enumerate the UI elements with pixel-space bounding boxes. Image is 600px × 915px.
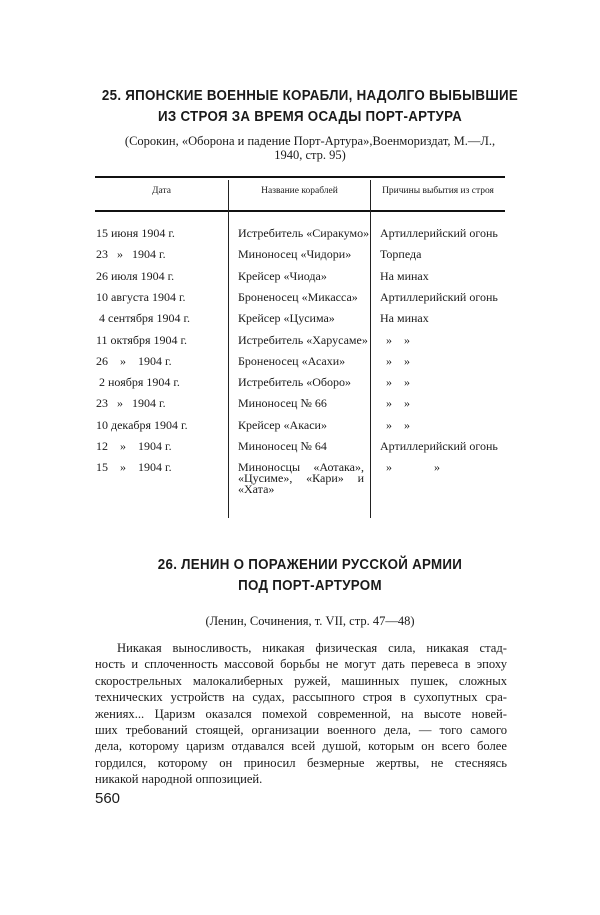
table-header-rule: [95, 210, 505, 212]
paragraph-line: никакой народной оппозицией.: [95, 772, 263, 787]
row-date: 26 июля 1904 г.: [96, 268, 175, 283]
row-ship-name: Броненосец «Асахи»: [238, 353, 346, 368]
row-date: 15 июня 1904 г.: [96, 226, 175, 240]
section-25-title-line2: ИЗ СТРОЯ ЗА ВРЕМЯ ОСАДЫ ПОРТ-АРТУРА: [157, 109, 463, 125]
row-cause: Артиллерийский огонь: [380, 226, 498, 240]
paragraph-line: Никакая выносливость, никакая физическая сила, никакая стад-: [117, 641, 507, 655]
header-cause: Причины выбытия из строя: [382, 186, 494, 196]
paragraph-line: жениях... Царизм оказался помехой современной, на высоте новей-: [95, 706, 507, 721]
paragraph-line: дела, которому царизм отдавался всей душой, которым он всего более: [95, 739, 507, 754]
paragraph-line: ших требований стоящей, организации военного дела, — того самого: [95, 722, 507, 737]
row-date: 23 » 1904 г.: [96, 247, 166, 262]
header-date: Дата: [152, 186, 171, 196]
section-25-citation-line2: 1940, стр. 95): [274, 148, 346, 162]
table-top-rule: [95, 176, 505, 178]
row-date: 23 » 1904 г.: [96, 396, 166, 411]
page-number: 560: [95, 790, 121, 807]
row-ship-name: Миноносец «Чидори»: [238, 247, 352, 262]
row-cause: На минах: [380, 311, 429, 326]
quote-paragraph: [95, 640, 507, 788]
section-26-title-line2: ПОД ПОРТ-АРТУРОМ: [238, 578, 382, 594]
section-26-citation: (Ленин, Сочинения, т. VII, стр. 47—48): [205, 614, 415, 628]
row-cause: » »: [386, 332, 410, 347]
row-ship-name: Истребитель «Оборо»: [238, 375, 352, 390]
section-25-citation-line1: (Сорокин, «Оборона и падение Порт-Артура»,Военмориздат, М.—Л.,: [124, 134, 496, 148]
row-cause: Артиллерийский огонь: [380, 289, 498, 304]
paragraph-line: скорострельных малокалиберных ружей, машинных пушек, сложных: [95, 673, 507, 688]
row-date: 11 октября 1904 г.: [96, 332, 188, 347]
paragraph-line: гордился, которому он приносил безмерные жертвы, не стесняясь: [95, 755, 507, 770]
row-cause: » »: [386, 460, 440, 475]
row-date: 26 » 1904 г.: [96, 353, 172, 368]
row-ship-name: Крейсер «Цусима»: [238, 311, 335, 326]
row-ship-name: Миноносец № 64: [238, 439, 327, 453]
row-ship-name: Истребитель «Сиракумо»: [238, 226, 370, 240]
row-date: 10 августа 1904 г.: [96, 289, 186, 304]
row-date: 12 » 1904 г.: [96, 439, 172, 453]
row-cause: » »: [386, 417, 410, 432]
section-25-title-line1: 25. ЯПОНСКИЕ ВОЕННЫЕ КОРАБЛИ, НАДОЛГО ВЫБЫВШИЕ: [101, 88, 519, 104]
section-26-title-line1: 26. ЛЕНИН О ПОРАЖЕНИИ РУССКОЙ АРМИИ: [157, 557, 463, 573]
row-ship-name: Броненосец «Микасса»: [238, 289, 358, 304]
row-ship-name: Миноносец № 66: [238, 396, 327, 411]
row-date: 15 » 1904 г.: [96, 460, 172, 475]
row-ship-name: Крейсер «Акаси»: [238, 417, 327, 432]
row-ship-name: Истребитель «Харусаме»: [238, 332, 368, 347]
row-cause: Артиллерийский огонь: [380, 439, 498, 453]
row-ship-name: Миноносцы «Аотака», «Цусиме», «Кари» и «Хата»: [238, 460, 364, 497]
header-ship-name: Название кораблей: [261, 186, 338, 196]
paragraph-line: ность и сплоченность массовой борьбы не могут дать перевеса в эпоху: [95, 657, 507, 672]
row-date: 10 декабря 1904 г.: [96, 417, 188, 432]
row-cause: » »: [386, 375, 410, 390]
row-ship-name: Крейсер «Чиода»: [238, 268, 327, 283]
row-cause: На минах: [380, 268, 429, 283]
row-cause: » »: [386, 396, 410, 411]
column-divider: [370, 180, 371, 518]
column-divider: [228, 180, 229, 518]
paragraph-line: технических устройств на судах, рассыпного строя в сухопутных сра-: [95, 690, 507, 705]
row-cause: » »: [386, 353, 410, 368]
row-date: 2 ноября 1904 г.: [96, 375, 180, 390]
row-cause: Торпеда: [380, 247, 422, 262]
row-date: 4 сентября 1904 г.: [96, 311, 191, 326]
